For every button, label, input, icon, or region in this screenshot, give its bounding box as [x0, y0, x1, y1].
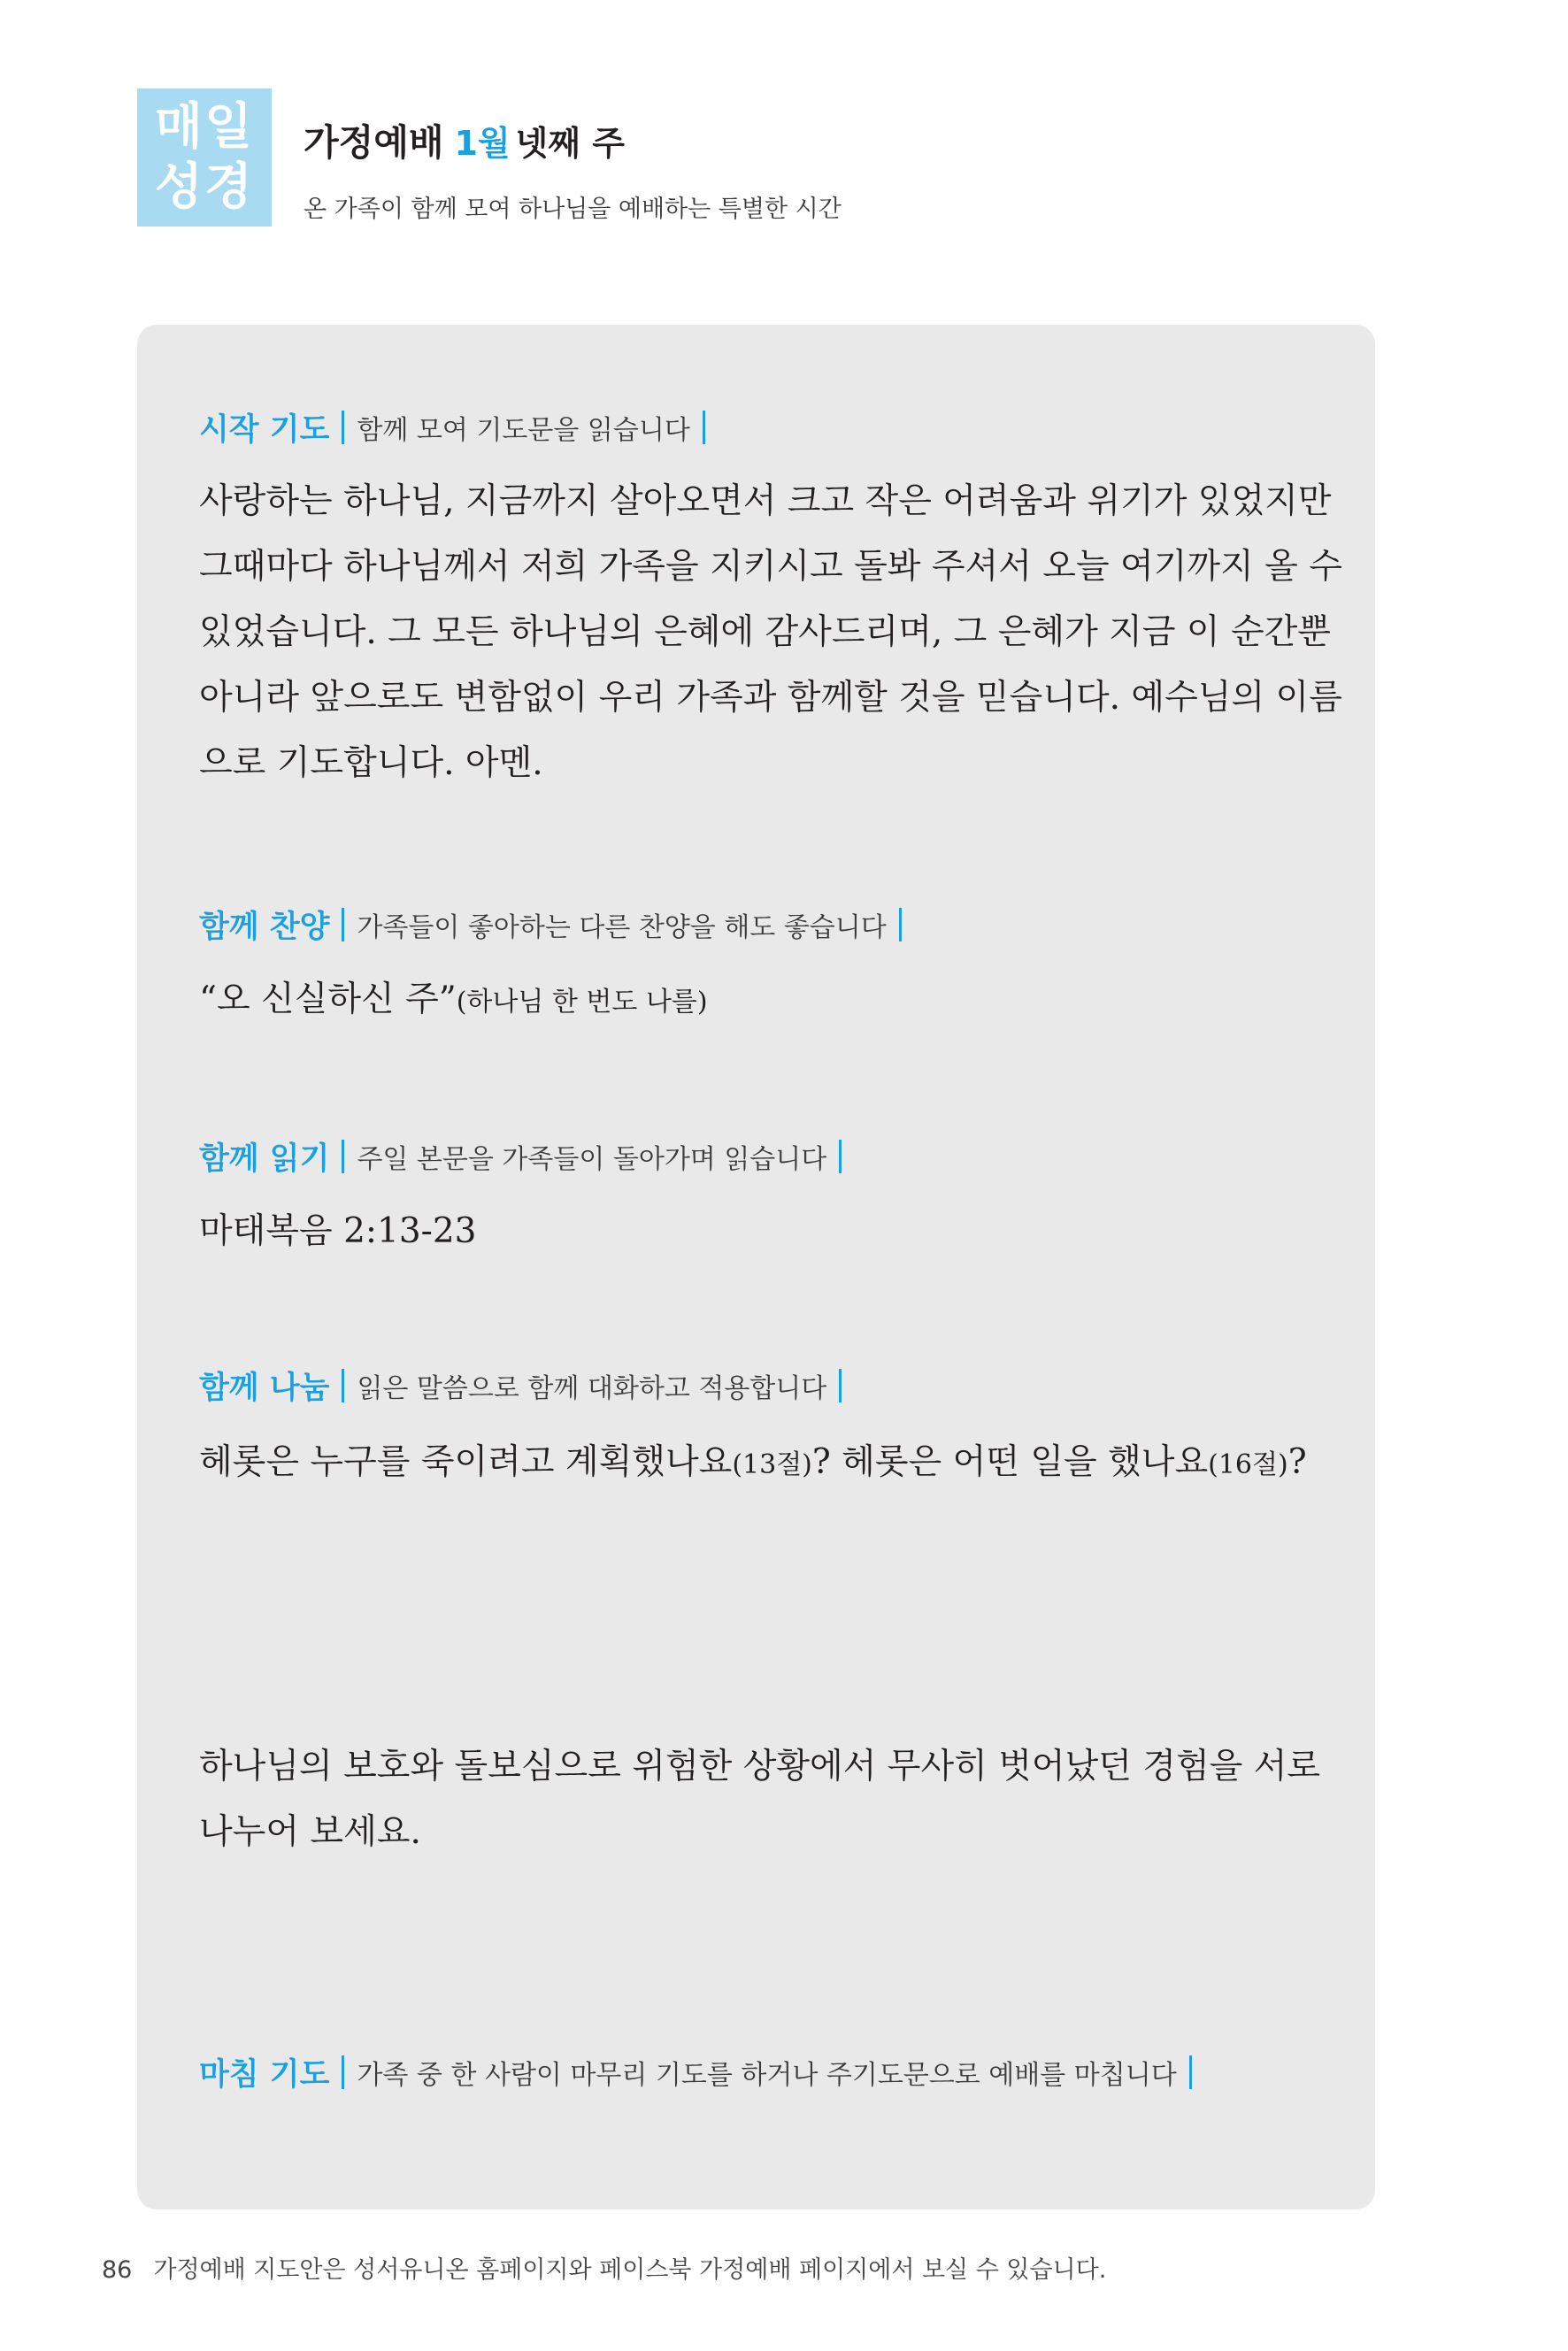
- section-header-sharing: [199, 1364, 854, 1408]
- text-line: 으로 기도합니다. 아멘.: [199, 743, 543, 783]
- divider-bar: [899, 908, 902, 941]
- text-line: 나누어 보세요.: [199, 1812, 421, 1852]
- section-header-opening-prayer: [199, 405, 718, 449]
- divider-bar: [342, 2055, 344, 2089]
- title-month: 1월: [454, 124, 511, 163]
- section-header-reading: [199, 1134, 854, 1179]
- logo: [137, 88, 272, 227]
- sharing-question-2: [199, 1734, 1321, 1865]
- page-title: [304, 113, 625, 165]
- divider-bar: [703, 411, 705, 444]
- section-label: 함께 읽기: [199, 1141, 330, 1177]
- reading-passage: 마태복음 2:13-23: [199, 1211, 477, 1251]
- question-text: ? 헤롯은 어떤 일을 했나요: [811, 1442, 1209, 1482]
- section-label: 마침 기도: [199, 2057, 330, 2093]
- section-header-praise: [199, 903, 914, 947]
- logo-line-2: 성경: [154, 158, 255, 216]
- praise-song: [199, 967, 1287, 1035]
- section-label: 함께 나눔: [199, 1371, 330, 1406]
- text-line: 하나님의 보호와 돌보심으로 위험한 상황에서 무사히 벗어났던 경험을 서로: [199, 1747, 1321, 1786]
- song-title: “오 신실하신 주”: [199, 980, 457, 1019]
- divider-bar: [342, 908, 344, 941]
- title-text: 가정예배: [304, 121, 444, 164]
- section-label: 함께 찬양: [199, 910, 330, 945]
- section-description: 읽은 말씀으로 함께 대화하고 적용합니다: [357, 1373, 827, 1404]
- divider-bar: [839, 1140, 842, 1173]
- verse-ref: (13절): [732, 1449, 812, 1480]
- text-line: 있었습니다. 그 모든 하나님의 은혜에 감사드리며, 그 은혜가 지금 이 순간뿐: [199, 612, 1331, 652]
- section-label: 시작 기도: [199, 412, 330, 448]
- verse-ref: (16절): [1208, 1449, 1288, 1480]
- question-mark: ?: [1287, 1442, 1307, 1482]
- song-note: (하나님 한 번도 나를): [456, 987, 708, 1018]
- text-line: 사랑하는 하나님, 지금까지 살아오면서 크고 작은 어려움과 위기가 있었지만: [199, 481, 1332, 521]
- section-header-closing-prayer: [199, 2050, 1204, 2094]
- sharing-question-1: [199, 1430, 1307, 1498]
- text-line: 그때마다 하나님께서 저희 가족을 지키시고 돌봐 주셔서 오늘 여기까지 올 수: [199, 547, 1342, 587]
- section-description: 주일 본문을 가족들이 돌아가며 읽습니다: [357, 1144, 827, 1175]
- page-number: 86: [102, 2256, 133, 2284]
- divider-bar: [342, 1369, 344, 1402]
- divider-bar: [342, 1140, 344, 1173]
- opening-prayer-text: [199, 469, 1342, 796]
- section-description: 가족들이 좋아하는 다른 찬양을 해도 좋습니다: [357, 912, 887, 943]
- page-footer: [102, 2250, 1106, 2285]
- footer-text: 가정예배 지도안은 성서유니온 홈페이지와 페이스북 가정예배 페이지에서 보실 수 있습니다.: [153, 2256, 1107, 2284]
- logo-line-1: 매일: [154, 98, 255, 156]
- divider-bar: [1189, 2055, 1192, 2089]
- title-week: 넷째 주: [515, 124, 625, 163]
- divider-bar: [839, 1369, 842, 1402]
- section-description: 가족 중 한 사람이 마무리 기도를 하거나 주기도문으로 예배를 마칩니다: [357, 2060, 1177, 2091]
- page-subtitle: 온 가족이 함께 모여 하나님을 예배하는 특별한 시간: [304, 196, 842, 223]
- question-text: 헤롯은 누구를 죽이려고 계획했나요: [199, 1442, 733, 1482]
- section-description: 함께 모여 기도문을 읽습니다: [357, 415, 690, 446]
- text-line: 아니라 앞으로도 변함없이 우리 가족과 함께할 것을 믿습니다. 예수님의 이름: [199, 678, 1342, 718]
- divider-bar: [342, 411, 344, 444]
